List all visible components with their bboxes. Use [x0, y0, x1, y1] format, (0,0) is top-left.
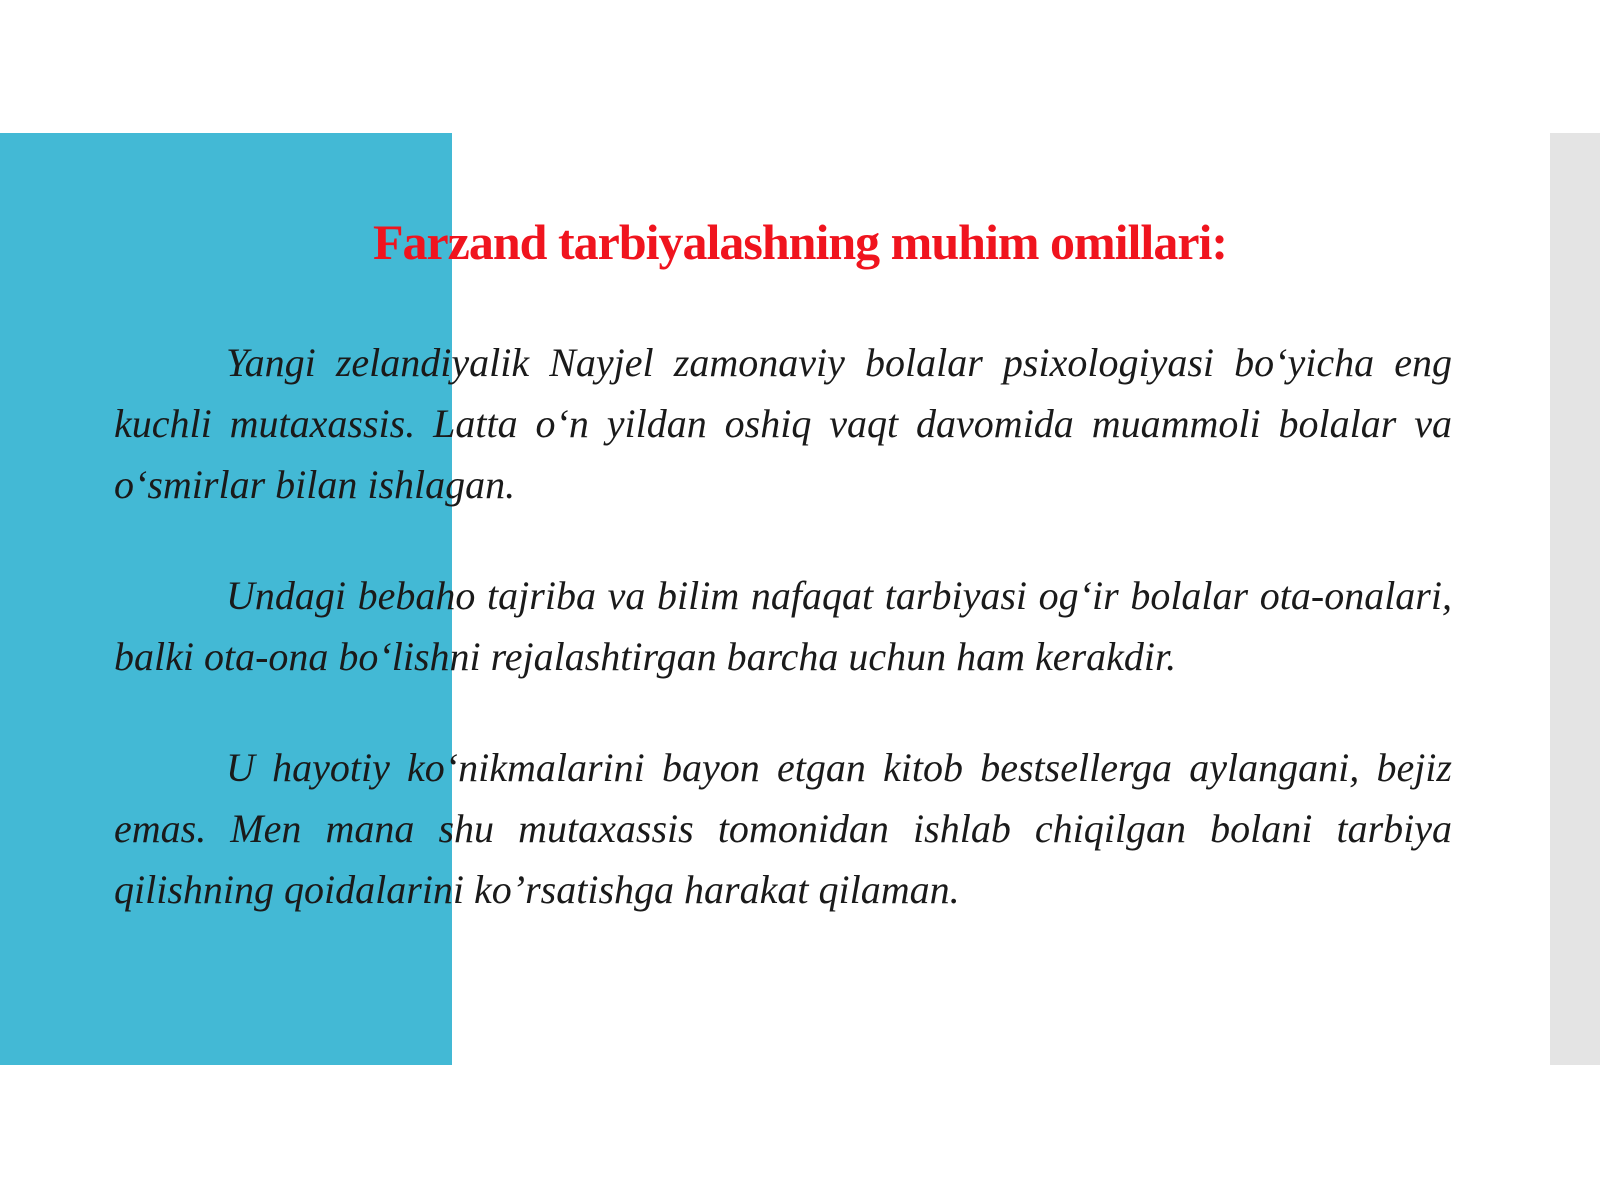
- slide-title: Farzand tarbiyalashning muhim omillari:: [372, 214, 1228, 270]
- side-bar: [1550, 133, 1600, 1065]
- slide-body: [114, 332, 1452, 970]
- paragraph-3: U hayotiy ko‘nikmalarini bayon etgan kitob bestsellerga aylangani, bejiz emas. Men mana shu mutaxassis tomonidan ishlab chiqilgan bolani tarbiya qilishning qoidalarini ko’rsatishga harakat qilaman.: [114, 745, 1452, 912]
- paragraph-2: Undagi bebaho tajriba va bilim nafaqat tarbiyasi og‘ir bolalar ota-onalari, balki ota-ona bo‘lishni rejalashtirgan barcha uchun ham kerakdir.: [114, 573, 1452, 679]
- paragraph-1: Yangi zelandiyalik Nayjel zamonaviy bolalar psixologiyasi bo‘yicha eng kuchli mutaxassis. Latta o‘n yildan oshiq vaqt davomida muammoli bolalar va o‘smirlar bilan ishlagan.: [114, 340, 1452, 507]
